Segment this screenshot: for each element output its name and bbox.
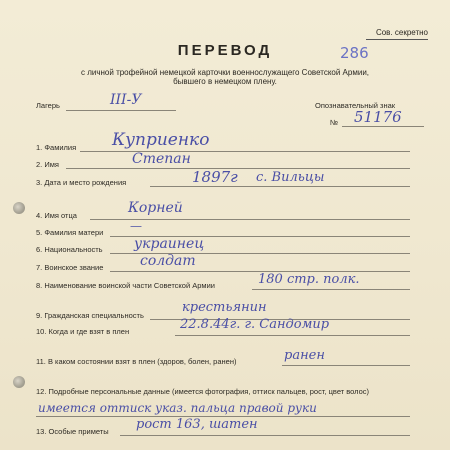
field-label-condition: 11. В каком состоянии взят в плен (здоров, болен, ранен) — [36, 357, 237, 366]
document-subtitle-line2: бывшего в немецком плену. — [173, 77, 277, 86]
field-value-mother: — — [130, 219, 142, 233]
field-label-rank: 7. Воинское звание — [36, 263, 104, 272]
rule-8 — [252, 289, 410, 290]
id-tag-rule — [342, 126, 424, 127]
pencil-sheet-number: 286 — [340, 44, 369, 62]
camp-label: Лагерь — [36, 101, 60, 110]
rule-3 — [150, 186, 410, 187]
field-value-personal-data: имеется оттиск указ. пальца правой руки — [38, 401, 317, 415]
classification-stamp: Сов. секретно — [375, 28, 428, 37]
field-value-condition: ранен — [284, 348, 325, 363]
field-label-nationality: 6. Национальность — [36, 245, 103, 254]
field-value-rank: солдат — [140, 253, 196, 269]
id-tag-prefix: № — [330, 118, 339, 127]
id-tag-label: Опознавательный знак — [315, 101, 396, 110]
document-title: ПЕРЕВОД — [177, 42, 273, 59]
field-label-special-marks: 13. Особые приметы — [36, 427, 109, 436]
rule-13 — [120, 435, 410, 436]
punch-hole-upper — [13, 202, 25, 214]
field-value-special-marks: рост 163, шатен — [136, 417, 258, 432]
field-label-unit: 8. Наименование воинской части Советской Армии — [36, 281, 215, 290]
field-label-capture: 10. Когда и где взят в плен — [36, 327, 130, 336]
field-value-unit: 180 стр. полк. — [258, 272, 360, 287]
rule-10 — [175, 335, 410, 336]
rule-2 — [66, 168, 410, 169]
field-label-surname: 1. Фамилия — [36, 143, 77, 152]
id-tag-value: 51176 — [354, 108, 402, 126]
rule-11 — [282, 365, 410, 366]
field-value-civil-profession: крестьянин — [182, 300, 267, 315]
field-value-birth-year: 1897г — [192, 168, 238, 186]
field-label-birth: 3. Дата и место рождения — [36, 178, 127, 187]
punch-hole-lower — [13, 376, 25, 388]
field-label-name: 2. Имя — [36, 160, 59, 169]
field-label-father: 4. Имя отца — [36, 211, 77, 220]
field-value-nationality: украинец — [134, 236, 205, 252]
classification-underline — [366, 39, 428, 40]
field-value-father: Корней — [128, 200, 183, 216]
field-value-birth-place: с. Вильцы — [256, 170, 325, 185]
camp-rule — [66, 110, 176, 111]
field-label-mother: 5. Фамилия матери — [36, 228, 104, 237]
camp-value: III-У — [110, 92, 142, 108]
field-label-civil-profession: 9. Гражданская специальность — [36, 311, 144, 320]
rule-1 — [80, 151, 410, 152]
field-value-name: Степан — [132, 151, 191, 167]
document-subtitle-line1: с личной трофейной немецкой карточки военнослужащего Советской Армии, — [80, 68, 370, 77]
field-label-personal-data: 12. Подробные персональные данные (имеется фотография, оттиск пальцев, рост, цвет волос) — [36, 387, 370, 396]
field-value-capture: 22.8.44г. г. Сандомир — [180, 317, 330, 332]
field-value-surname: Куприенко — [112, 130, 210, 150]
